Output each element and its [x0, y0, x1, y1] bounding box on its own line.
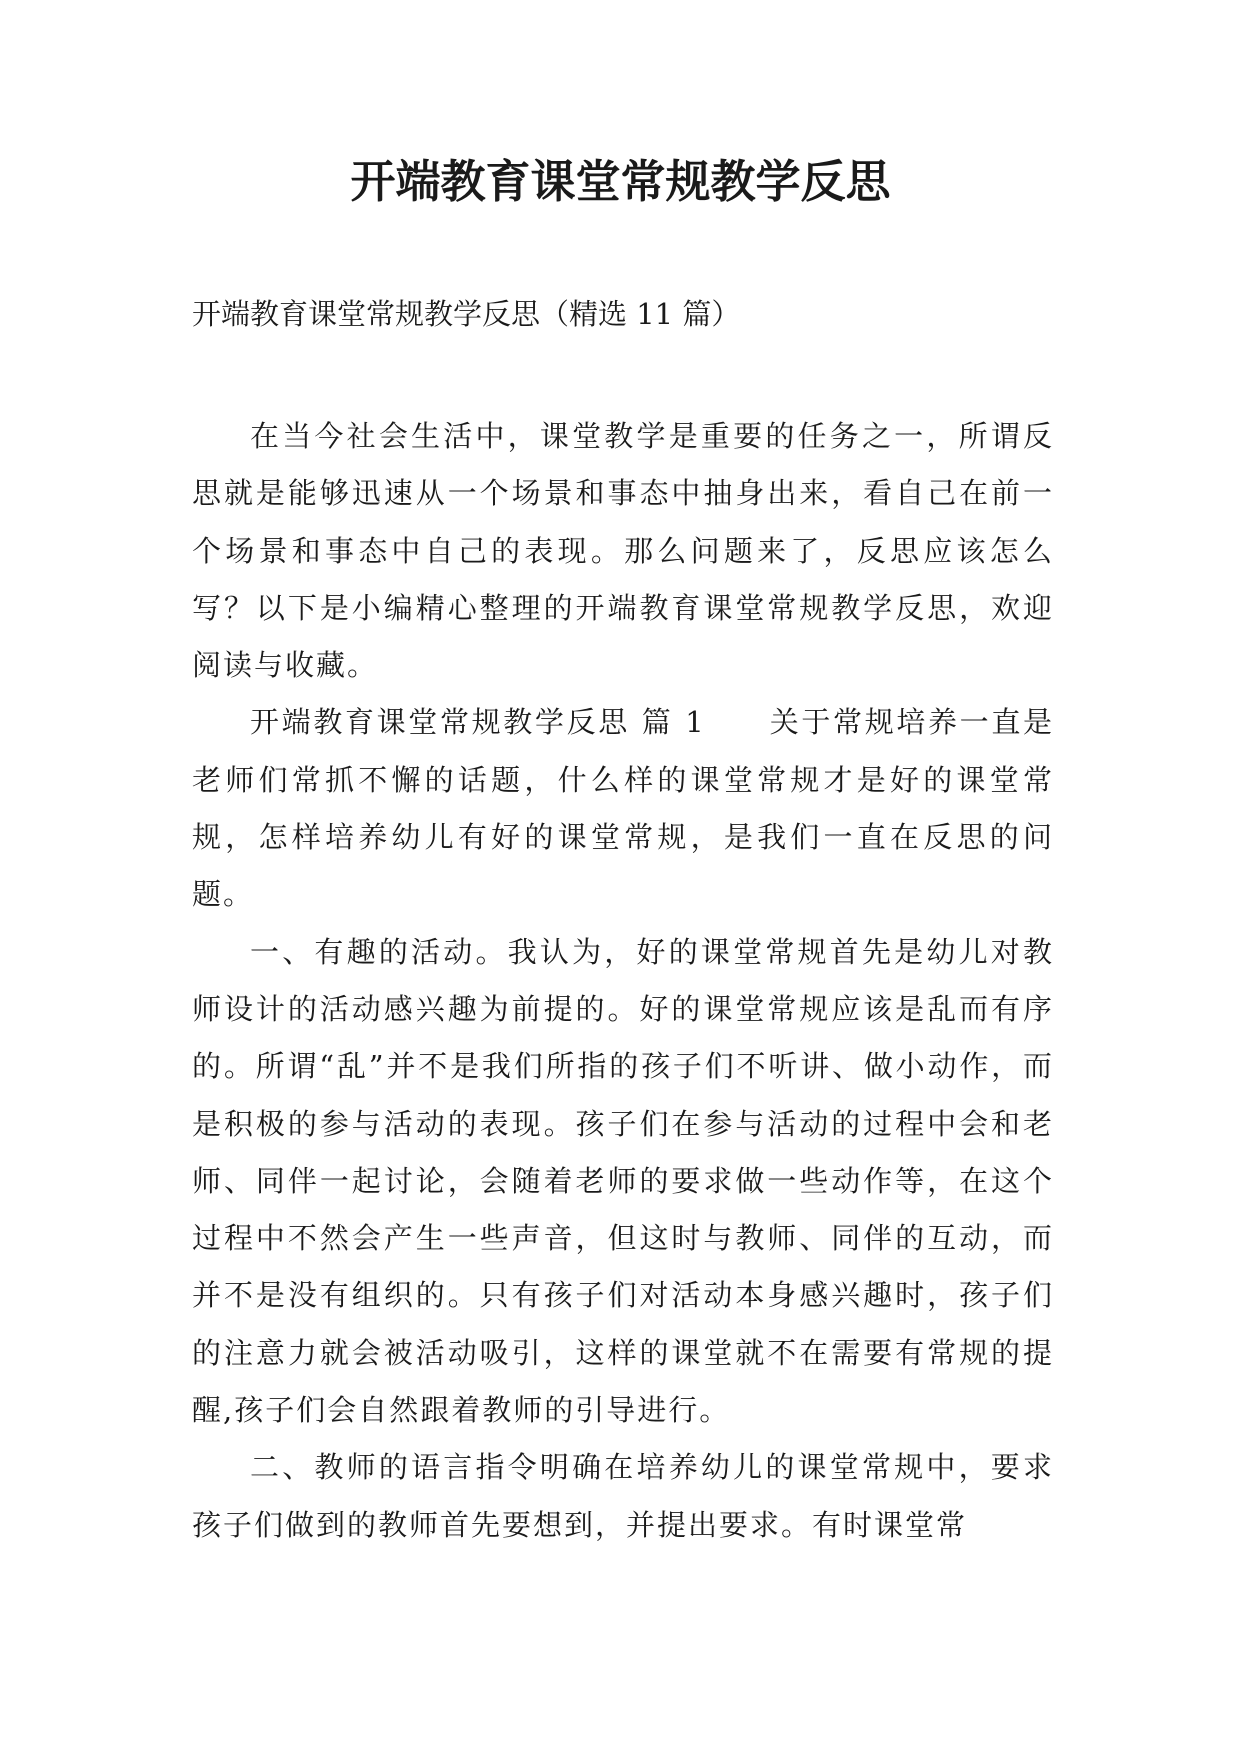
paragraph-clear-instructions: 二、教师的语言指令明确在培养幼儿的课堂常规中，要求孩子们做到的教师首先要想到，并提出要求。有时课堂常 [192, 1450, 1054, 1542]
paragraph-part-1: 开端教育课堂常规教学反思 篇 1 关于常规培养一直是老师们常抓不懈的话题，什么样的课堂常规才是好的课堂常规，怎样培养幼儿有好的课堂常规，是我们一直在反思的问题。 [192, 705, 1054, 912]
document-subtitle: 开端教育课堂常规教学反思（精选 11 篇） [192, 297, 741, 331]
document-title: 开端教育课堂常规教学反思 [350, 155, 891, 208]
paragraph-intro: 在当今社会生活中，课堂教学是重要的任务之一，所谓反思就是能够迅速从一个场景和事态中抽身出来，看自己在前一个场景和事态中自己的表现。那么问题来了，反思应该怎么写？以下是小编精心整理的开端教育课堂常规教学反思，欢迎阅读与收藏。 [192, 419, 1054, 683]
paragraph-interesting-activities: 一、有趣的活动。我认为，好的课堂常规首先是幼儿对教师设计的活动感兴趣为前提的。好的课堂常规应该是乱而有序的。所谓“乱”并不是我们所指的孩子们不听讲、做小动作，而是积极的参与活动的表现。孩子们在参与活动的过程中会和老师、同伴一起讨论，会随着老师的要求做一些动作等，在这个过程中不然会产生一些声音，但这时与教师、同伴的互动，而并不是没有组织的。只有孩子们对活动本身感兴趣时，孩子们的注意力就会被活动吸引，这样的课堂就不在需要有常规的提醒,孩子们会自然跟着教师的引导进行。 [192, 934, 1054, 1428]
document-body [192, 408, 1054, 1554]
